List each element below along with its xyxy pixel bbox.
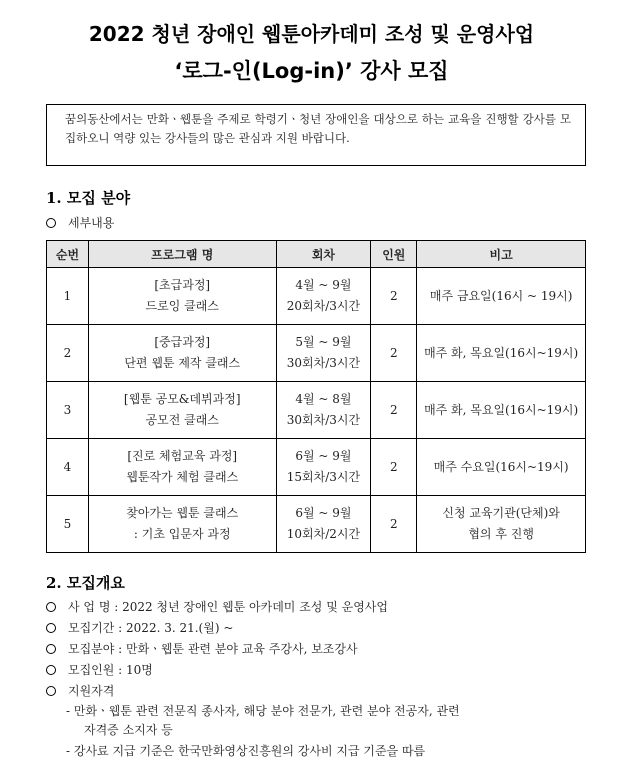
overview-item-text: 모집분야 : 만화ㆍ웹툰 관련 분야 교육 주강사, 보조강사 (68, 642, 358, 656)
cell-note (417, 268, 586, 325)
cell-people: 2 (371, 325, 417, 382)
document-title: 2022 청년 장애인 웹툰아카데미 조성 및 운영사업 (88, 22, 535, 46)
note-line: 협의 후 진행 (468, 527, 534, 541)
sessions-line: 20회차/3시간 (286, 299, 361, 313)
overview-item-project-name (46, 598, 388, 615)
bullet-item-details (46, 214, 114, 231)
program-line: 찾아가는 웹툰 클래스 (126, 506, 239, 520)
sessions-line: 4월 ~ 8월 (295, 392, 352, 406)
program-line: 웹툰작가 체험 클래스 (126, 470, 239, 484)
sessions-line: 5월 ~ 9월 (295, 335, 352, 349)
cell-note (417, 496, 586, 553)
cell-program (88, 496, 276, 553)
intro-text: 꿈의동산에서는 만화ㆍ웹툰을 주제로 학령기ㆍ청년 장애인을 대상으로 하는 교육을 진행할 강사를 모집하오니 역량 있는 강사들의 많은 관심과 지원 바랍니다. (65, 112, 571, 145)
overview-item-text: 모집기간 : 2022. 3. 21.(월) ~ (68, 621, 234, 635)
note-line: 매주 금요일(16시 ~ 19시) (429, 288, 573, 303)
note-line: 신청 교육기관(단체)와 (442, 506, 560, 520)
program-table (46, 240, 586, 553)
qualification-line: - 만화ㆍ웹툰 관련 전문직 종사자, 해당 분야 전문가, 관련 분야 전공자, 관련 (66, 704, 460, 718)
overview-item-headcount (46, 661, 153, 678)
cell-people: 2 (371, 439, 417, 496)
overview-item-text: 사 업 명 : 2022 청년 장애인 웹툰 아카데미 조성 및 운영사업 (68, 600, 388, 614)
program-line: [초급과정] (154, 278, 211, 292)
table-row (47, 439, 586, 496)
program-line: [진로 체험교육 과정] (127, 449, 238, 463)
cell-people: 2 (371, 382, 417, 439)
cell-note (417, 382, 586, 439)
cell-sessions (276, 325, 371, 382)
sessions-line: 10회차/2시간 (286, 527, 361, 541)
cell-note (417, 439, 586, 496)
note-line: 매주 화, 목요일(16시~19시) (424, 345, 579, 360)
overview-item-text: 모집인원 : 10명 (68, 663, 153, 677)
circle-bullet-icon (46, 623, 56, 633)
document-subtitle: ‘로그-인(Log-in)’ 강사 모집 (174, 59, 449, 83)
program-line: [웹툰 공모&데뷔과정] (123, 392, 241, 406)
cell-program (88, 382, 276, 439)
cell-no: 2 (47, 325, 89, 382)
sessions-line: 30회차/3시간 (286, 356, 361, 370)
overview-item-text: 지원자격 (68, 684, 115, 698)
cell-sessions (276, 268, 371, 325)
note-line: 매주 수요일(16시~19시) (433, 459, 569, 474)
cell-no: 3 (47, 382, 89, 439)
overview-item-field (46, 640, 358, 657)
cell-sessions (276, 382, 371, 439)
qualification-line: - 강사료 지급 기준은 한국만화영상진흥원의 강사비 지급 기준을 따름 (66, 744, 426, 758)
cell-program (88, 325, 276, 382)
circle-bullet-icon (46, 644, 56, 654)
table-row (47, 496, 586, 553)
cell-no: 4 (47, 439, 89, 496)
column-header-people: 인원 (371, 241, 417, 268)
column-header-sessions: 회차 (276, 241, 371, 268)
program-line: 드로잉 클래스 (145, 299, 219, 313)
cell-program (88, 268, 276, 325)
cell-note (417, 325, 586, 382)
cell-people: 2 (371, 268, 417, 325)
circle-bullet-icon (46, 686, 56, 696)
circle-bullet-icon (46, 218, 56, 228)
program-line: 단편 웹툰 제작 클래스 (124, 356, 241, 370)
cell-no: 1 (47, 268, 89, 325)
program-line: : 기초 입문자 과정 (133, 527, 231, 541)
section-heading-overview: 2. 모집개요 (46, 574, 125, 592)
cell-program (88, 439, 276, 496)
sessions-line: 6월 ~ 9월 (295, 506, 352, 520)
overview-item-period (46, 619, 233, 636)
cell-no: 5 (47, 496, 89, 553)
column-header-no: 순번 (47, 241, 89, 268)
column-header-note: 비고 (417, 241, 586, 268)
note-line: 매주 화, 목요일(16시~19시) (424, 402, 579, 417)
cell-sessions (276, 496, 371, 553)
table-row (47, 268, 586, 325)
circle-bullet-icon (46, 602, 56, 612)
sessions-line: 6월 ~ 9월 (295, 449, 352, 463)
circle-bullet-icon (46, 665, 56, 675)
qualification-line: 자격증 소지자 등 (84, 723, 173, 737)
sessions-line: 30회차/3시간 (286, 413, 361, 427)
program-line: [중급과정] (154, 335, 211, 349)
bullet-label: 세부내용 (68, 216, 115, 230)
table-header-row (47, 241, 586, 268)
intro-box (46, 104, 586, 166)
column-header-program: 프로그램 명 (88, 241, 276, 268)
table-row (47, 382, 586, 439)
sessions-line: 4월 ~ 9월 (295, 278, 352, 292)
overview-item-qualification (46, 682, 114, 699)
section-heading-recruitment-field: 1. 모집 분야 (46, 189, 131, 207)
sessions-line: 15회차/3시간 (286, 470, 361, 484)
cell-sessions (276, 439, 371, 496)
cell-people: 2 (371, 496, 417, 553)
program-line: 공모전 클래스 (145, 413, 219, 427)
table-row (47, 325, 586, 382)
